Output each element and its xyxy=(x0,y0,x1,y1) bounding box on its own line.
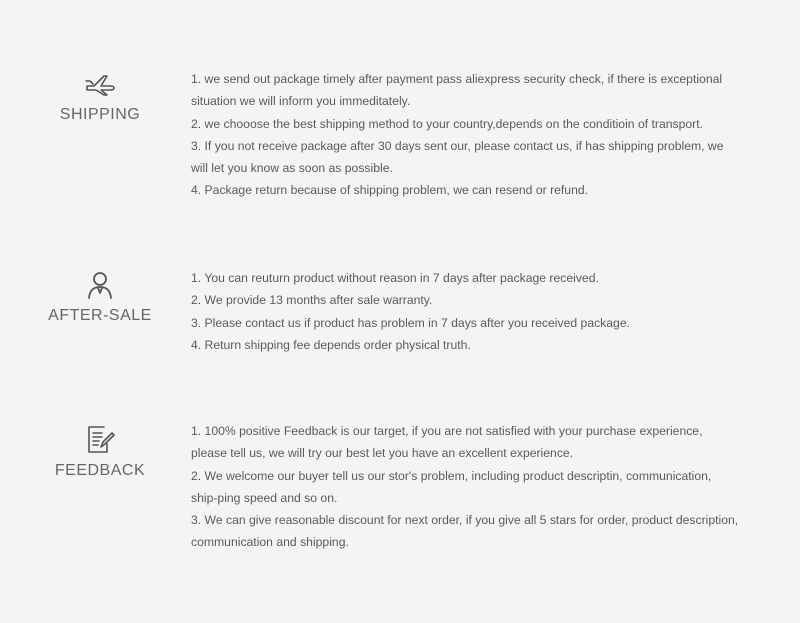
list-item: 1. we send out package timely after payment pass aliexpress security check, if there is exceptional situation we will inform you immeditately. xyxy=(191,72,723,109)
list-item: 3. If you not receive package after 30 days sent our, please contact us, if has shipping problem, we will let you know as soon as possible. xyxy=(191,138,724,176)
list-item: 1. You can reuturn product without reason in 7 days after package received. xyxy=(191,271,599,285)
after-sale-label-block xyxy=(40,271,160,325)
after-sale-text xyxy=(191,267,741,356)
document-edit-icon xyxy=(85,424,115,454)
feedback-label-block xyxy=(40,424,160,480)
list-item: 4. Package return because of shipping problem, we can resend or refund. xyxy=(191,183,589,198)
airplane-icon xyxy=(84,74,116,98)
shipping-label-block xyxy=(40,74,160,124)
list-item: 2. We provide 13 months after sale warranty. xyxy=(191,293,433,308)
list-item: 2. We welcome our buyer tell us our stor's problem, including product descriptin, communication, ship-ping speed and so on. xyxy=(191,468,712,505)
list-item: 3. We can give reasonable discount for next order, if you give all 5 stars for order, product description, communication and shipping. xyxy=(191,513,739,550)
list-item: 2. we chooose the best shipping method to your country,depends on the conditioin of transport. xyxy=(191,116,703,131)
person-icon xyxy=(87,271,113,299)
section-title: AFTER-SALE xyxy=(48,307,152,324)
section-title: SHIPPING xyxy=(59,106,141,123)
section-title: FEEDBACK xyxy=(54,462,146,479)
list-item: 3. Please contact us if product has problem in 7 days after you received package. xyxy=(191,315,630,330)
list-item: 1. 100% positive Feedback is our target, if you are not satisfied with your purchase experience, please tell us, we will try our best let you have an excellent experience. xyxy=(191,424,703,461)
feedback-text xyxy=(191,420,741,554)
shipping-text xyxy=(191,68,741,202)
list-item: 4. Return shipping fee depends order physical truth. xyxy=(191,337,471,352)
